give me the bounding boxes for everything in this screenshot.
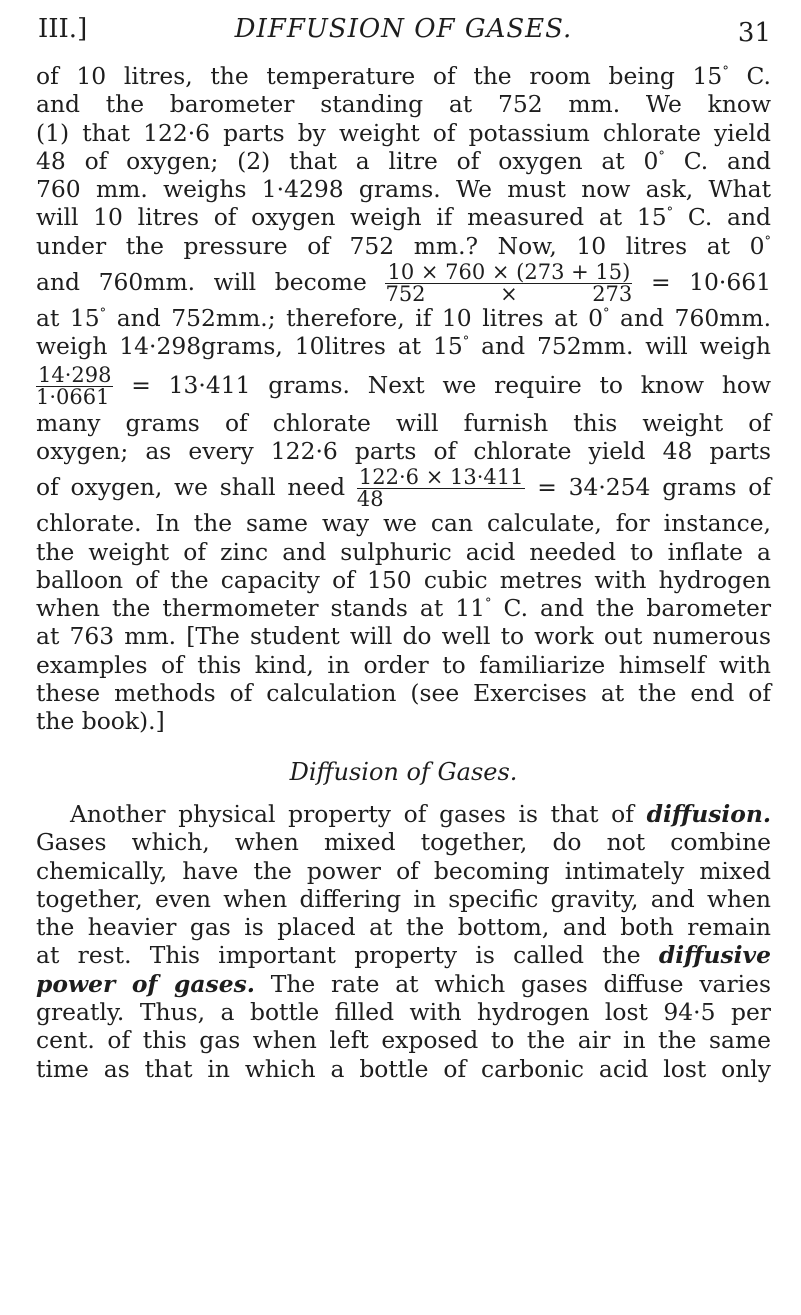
text-segment: The rate at which gases diffuse varies: [270, 969, 772, 998]
fraction: [357, 467, 526, 510]
text-line: (1) that 122·6 parts by weight of potassium chlorate yield: [36, 118, 771, 147]
fraction-numerator: 10 × 760 × (273 + 15): [387, 260, 631, 285]
text-line: under the pressure of 752 mm.? Now, 10 litres at 0°: [36, 231, 771, 260]
fraction-denominator: 48: [356, 487, 384, 512]
equation-line: [36, 361, 771, 409]
emphasized-term: power of gases.: [36, 969, 255, 998]
text-line: cent. of this gas when left exposed to the air in the same: [36, 1026, 771, 1055]
text-segment: at rest. This important property is called the: [36, 941, 641, 970]
fraction: [385, 262, 632, 305]
text-line: and the barometer standing at 752 mm. We know: [36, 90, 771, 119]
running-title: DIFFUSION OF GASES.: [234, 14, 573, 44]
fraction-numerator: 122·6 × 13·411: [358, 465, 524, 490]
text-line: will 10 litres of oxygen weigh if measured at 15° C. and: [36, 203, 771, 232]
running-header: [36, 0, 771, 62]
page-number: 31: [737, 18, 771, 48]
text-line: [36, 970, 771, 998]
text-line: of 10 litres, the temperature of the room being 15° C.: [36, 62, 771, 90]
text-line: at 763 mm. [The student will do well to work out numerous: [36, 622, 771, 651]
text-line: balloon of the capacity of 150 cubic metres with hydrogen: [36, 565, 771, 594]
text-line: many grams of chlorate will furnish this weight of: [36, 408, 771, 437]
text-line: time as that in which a bottle of carbonic acid lost only: [36, 1054, 771, 1083]
equation-line: [36, 260, 772, 307]
text-line: examples of this kind, in order to familiarize himself with: [36, 650, 771, 679]
text-line: when the thermometer stands at 11° C. and the barometer: [36, 594, 771, 623]
equation-line: [36, 465, 771, 512]
text-line: these methods of calculation (see Exercises at the end of: [36, 679, 771, 708]
section-heading: Diffusion of Gases.: [289, 757, 518, 786]
text-line: the weight of zinc and sulphuric acid needed to inflate a: [36, 537, 771, 566]
body-text: [36, 62, 771, 1083]
equation-lead-text: of oxygen, we shall need: [36, 473, 346, 502]
text-line: [36, 941, 771, 969]
fraction-denominator: 1·0661: [36, 384, 110, 409]
text-line: chemically, have the power of becoming intimately mixed: [36, 856, 771, 885]
text-line: weigh 14·298grams, 10litres at 15° and 752mm. will weigh: [36, 332, 771, 361]
equation-result: = 10·661: [650, 268, 772, 297]
text-line: greatly. Thus, a bottle filled with hydrogen lost 94·5 per: [36, 998, 771, 1027]
text-line: together, even when differing in specific gravity, and when: [36, 884, 771, 913]
text-line: 760 mm. weighs 1·4298 grams. We must now ask, What: [36, 175, 771, 204]
equation-result: = 13·411 grams. Next we require to know how: [131, 370, 771, 399]
text-line: the book).]: [36, 707, 165, 736]
text-line: [36, 800, 771, 828]
fraction-numerator: 14·298: [38, 362, 112, 387]
emphasized-term: diffusion.: [646, 799, 772, 828]
text-line: chlorate. In the same way we can calculate, for instance,: [36, 509, 771, 538]
text-line: at 15° and 752mm.; therefore, if 10 litres at 0° and 760mm.: [36, 304, 772, 333]
fraction-denominator: 752 × 273: [385, 282, 633, 307]
fraction: [36, 362, 113, 409]
equation-lead-text: and 760mm. will become: [36, 268, 367, 297]
text-line: 48 of oxygen; (2) that a litre of oxygen at 0° C. and: [36, 146, 771, 175]
chapter-number: III.]: [38, 14, 88, 44]
text-line: the heavier gas is placed at the bottom, and both remain: [36, 913, 771, 942]
equation-result: = 34·254 grams of: [537, 473, 771, 502]
emphasized-term: diffusive: [658, 941, 771, 970]
text-line: Gases which, when mixed together, do not combine: [36, 828, 771, 857]
text-line: oxygen; as every 122·6 parts of chlorate yield 48 parts: [36, 436, 771, 465]
text-segment: Another physical property of gases is that of: [70, 799, 634, 828]
